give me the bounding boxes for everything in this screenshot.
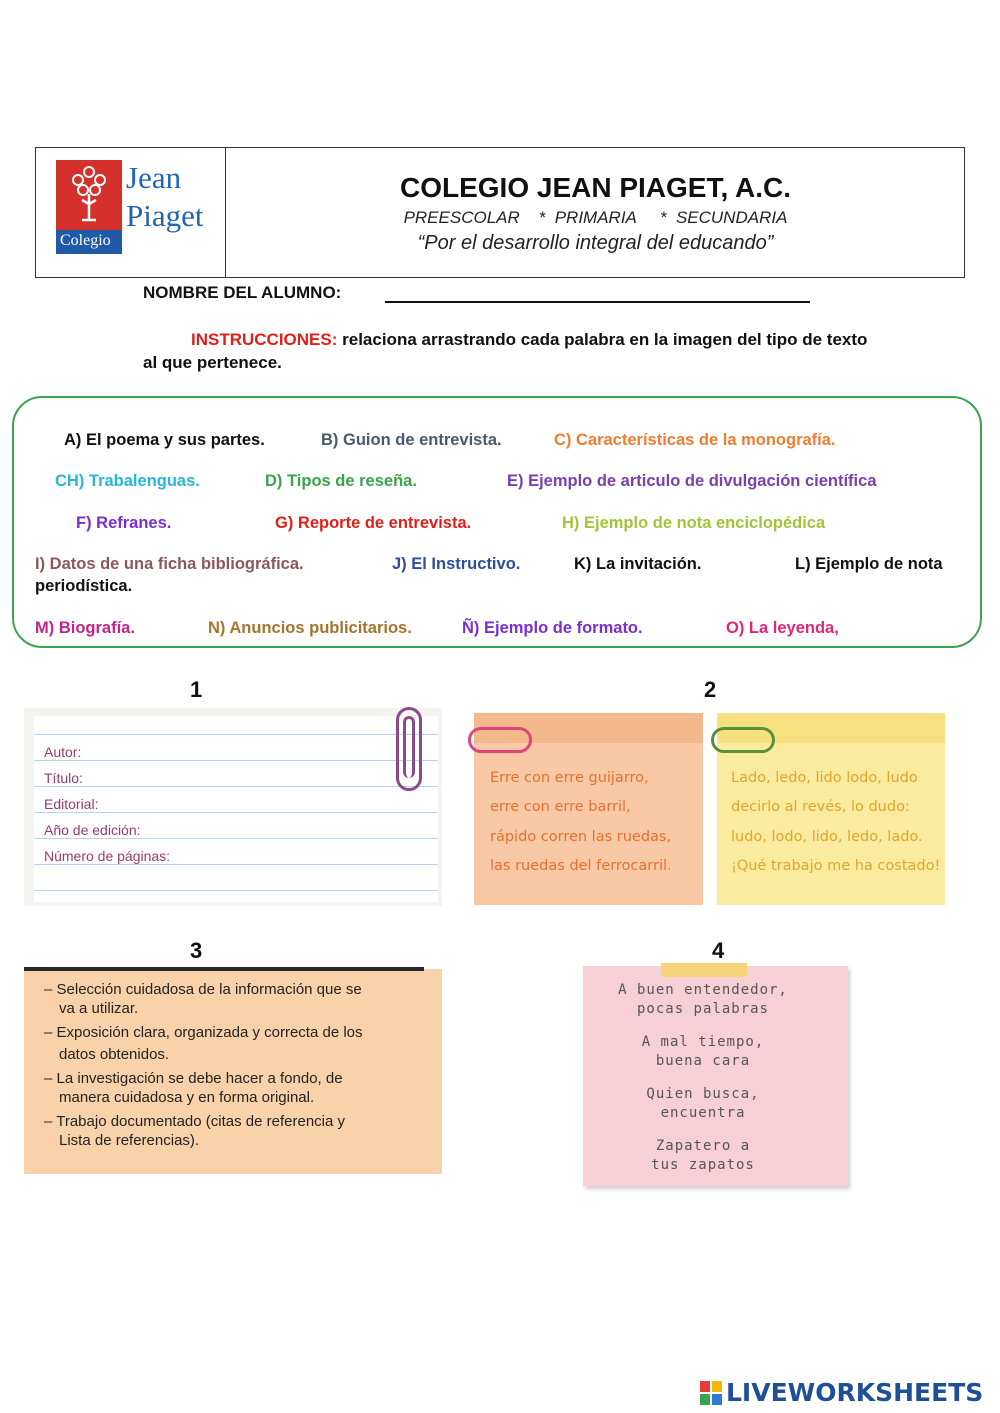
card-1-rule	[34, 890, 438, 891]
icon-square	[700, 1381, 710, 1392]
instructions	[143, 328, 883, 374]
school-logo	[56, 160, 206, 254]
item-number-3: 3	[190, 938, 203, 963]
option-item[interactable]: I) Datos de una ficha bibliográfica.	[35, 555, 304, 573]
liveworksheets-brand: LIVEWORKSHEETS	[726, 1378, 984, 1407]
option-item[interactable]: C) Características de la monografía.	[554, 431, 836, 449]
icon-square	[712, 1394, 722, 1405]
card-1-bibliographic[interactable]	[24, 708, 442, 906]
card-1-field: Autor:	[44, 744, 82, 760]
instructions-text: relaciona arrastrando cada palabra en la imagen del tipo de texto al que pertenece.	[143, 330, 868, 372]
card-1-field: Editorial:	[44, 796, 99, 812]
item-number-2: 2	[704, 677, 717, 702]
card-4-line: Zapatero a	[655, 1138, 751, 1154]
card-1-field: Número de páginas:	[44, 848, 171, 864]
card-1-rule	[34, 812, 438, 813]
card-1-field: Título:	[44, 770, 83, 786]
card-2-right-line: ludo, lodo, lido, ledo, lado.	[731, 829, 923, 845]
tape-icon	[661, 963, 747, 977]
option-item[interactable]: A) El poema y sus partes.	[64, 431, 265, 449]
liveworksheets-icon	[700, 1381, 722, 1405]
card-3-top-edge	[24, 967, 424, 971]
liveworksheets-logo[interactable]	[700, 1378, 990, 1408]
logo-piaget-text: Piaget	[126, 198, 204, 233]
option-item[interactable]: G) Reporte de entrevista.	[275, 514, 472, 532]
card-4-line: buena cara	[655, 1053, 751, 1069]
card-4-line: tus zapatos	[651, 1157, 755, 1173]
option-item[interactable]: B) Guion de entrevista.	[321, 431, 502, 449]
option-item[interactable]: J) El Instructivo.	[392, 555, 521, 573]
paperclip-icon	[468, 727, 532, 753]
tree-icon	[56, 160, 122, 230]
card-2-right-line: ¡Qué trabajo me ha costado!	[731, 858, 941, 874]
card-3-line: – Trabajo documentado (citas de referencia y	[44, 1113, 346, 1130]
card-1-rule	[34, 734, 438, 735]
icon-square	[700, 1394, 710, 1405]
option-item[interactable]: K) La invitación.	[574, 555, 702, 573]
student-name-line[interactable]	[385, 301, 810, 303]
card-3-line: manera cuidadosa y en forma original.	[59, 1089, 315, 1106]
option-item[interactable]: M) Biografía.	[35, 619, 135, 637]
card-3-line: va a utilizar.	[59, 1000, 139, 1017]
paperclip-icon	[711, 727, 775, 753]
paperclip-inner-icon	[403, 716, 415, 778]
school-name: COLEGIO JEAN PIAGET, A.C.	[399, 172, 791, 203]
logo-jean-text: Jean	[126, 160, 182, 195]
card-2-right-line: Lado, ledo, lido lodo, ludo	[731, 770, 918, 786]
card-1-field: Año de edición:	[44, 822, 141, 838]
logo-blue-band	[56, 230, 122, 254]
option-item[interactable]: O) La leyenda,	[726, 619, 839, 637]
card-2-right-line: decirlo al revés, lo dudo:	[731, 799, 910, 815]
option-item[interactable]: Ñ) Ejemplo de formato.	[462, 619, 643, 637]
card-3-line: – Selección cuidadosa de la información que se	[44, 981, 362, 998]
card-3-line: Lista de referencias).	[59, 1132, 200, 1149]
item-number-4: 4	[712, 938, 725, 963]
option-item[interactable]: periodística.	[35, 577, 133, 595]
card-1-rule	[34, 786, 438, 787]
option-item[interactable]: F) Refranes.	[76, 514, 172, 532]
card-3-line: – La investigación se debe hacer a fondo, de	[44, 1070, 343, 1087]
icon-square	[712, 1381, 722, 1392]
option-item[interactable]: H) Ejemplo de nota enciclopédica	[562, 514, 826, 532]
card-3-line: – Exposición clara, organizada y correcta de los	[44, 1024, 363, 1041]
item-number-1: 1	[190, 677, 203, 702]
card-2-left-line: erre con erre barril,	[490, 799, 631, 815]
card-2-left-line: Erre con erre guijarro,	[490, 770, 649, 786]
card-2-left-line: rápido corren las ruedas,	[490, 829, 672, 845]
instructions-label: INSTRUCCIONES:	[191, 330, 338, 349]
card-4-line: A mal tiempo,	[641, 1034, 765, 1050]
card-1-rule	[34, 838, 438, 839]
card-4-line: pocas palabras	[636, 1001, 769, 1017]
card-2-left-line: las ruedas del ferrocarril.	[490, 858, 672, 874]
option-item[interactable]: CH) Trabalenguas.	[55, 472, 200, 490]
option-item[interactable]: D) Tipos de reseña.	[265, 472, 417, 490]
school-motto: “Por el desarrollo integral del educando”	[417, 232, 774, 254]
option-item[interactable]: L) Ejemplo de nota	[795, 555, 943, 573]
card-1-sheet	[34, 716, 438, 902]
option-item[interactable]: N) Anuncios publicitarios.	[208, 619, 412, 637]
student-name-label: NOMBRE DEL ALUMNO:	[143, 283, 342, 302]
card-3-line: datos obtenidos.	[59, 1046, 170, 1063]
card-1-rule	[34, 760, 438, 761]
card-4-line: Quien busca,	[646, 1086, 760, 1102]
card-1-rule	[34, 864, 438, 865]
logo-colegio-text: Colegio	[60, 232, 111, 249]
card-4-line: encuentra	[660, 1105, 746, 1121]
card-4-line: A buen entendedor,	[618, 982, 788, 998]
option-item[interactable]: E) Ejemplo de articulo de divulgación científica	[507, 472, 877, 490]
school-levels: PREESCOLAR * PRIMARIA * SECUNDARIA	[403, 208, 788, 227]
